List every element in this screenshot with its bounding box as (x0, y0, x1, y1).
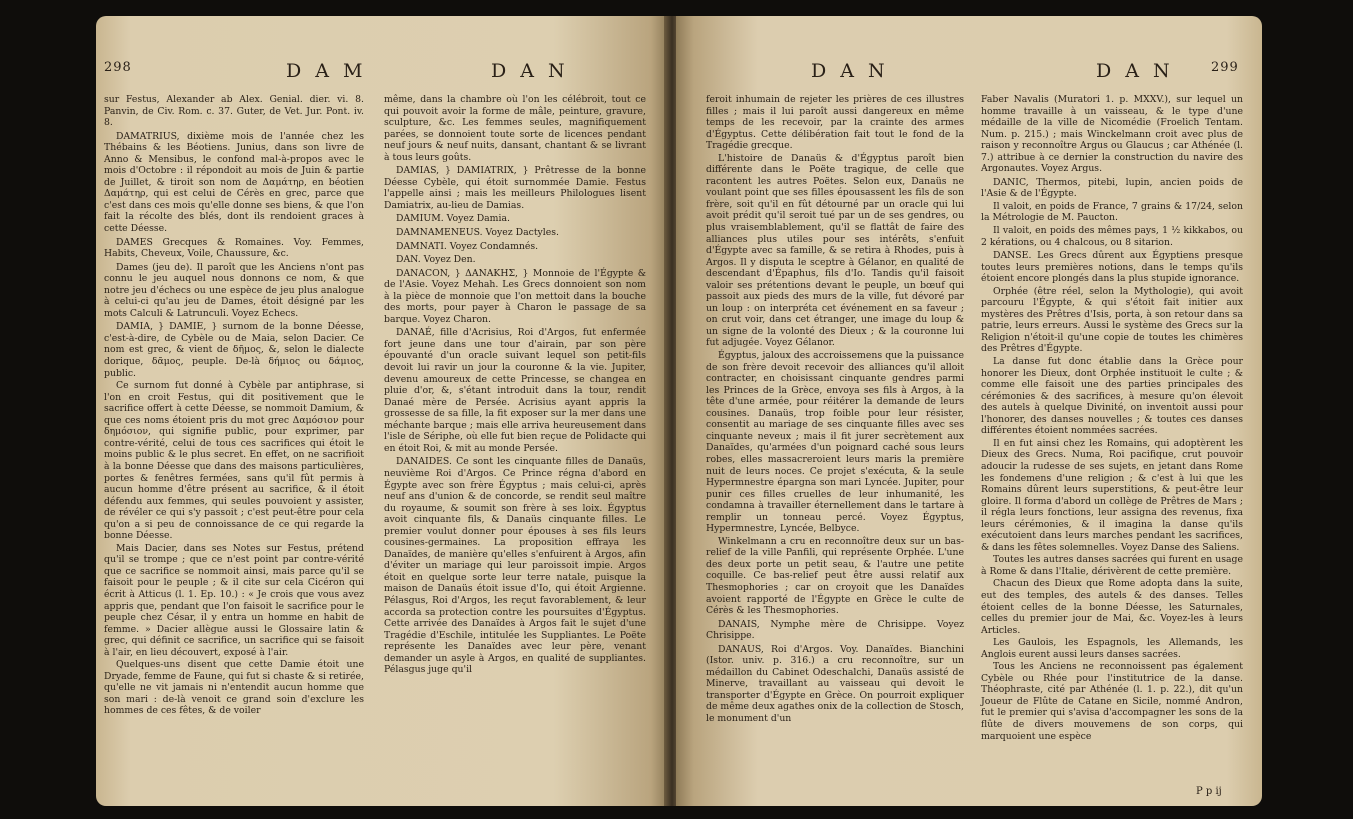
paragraph: même, dans la chambre où l'on les célébroit, tout ce qui pouvoit avoir la forme de mâle, peinture, gravure, sculpture, &c. Les femmes seules, magnifiquement parées, se donnoient toute sorte de licences pendant neuf jours & neuf nuits, dansant, chantant & se livrant à tous leurs goûts. (384, 94, 646, 163)
left-page-column-1 (104, 94, 364, 718)
running-head-right-2: D A N (1096, 60, 1174, 82)
entry-danaus: DANAUS, Roi d'Argos. Voy. Danaïdes. Bianchini (Istor. univ. p. 316.) a cru reconnoître, sur un médaillon du Cabinet Odeschalchi, Danaüs assisté de Minerve, travaillant au vaisseau qui devoit le transporter d'Égypte en Grèce. On pourroit expliquer de même deux agathes onix de la collection de Stosch, le monument d'un (706, 643, 965, 724)
entry-damnameneus: DAMNAMENEUS. Voyez Dactyles. (396, 227, 560, 239)
paragraph: Il valoit, en poids des mêmes pays, 1 ½ kikkabos, ou 2 kérations, ou 4 chalcous, ou 8 sitarion. (981, 225, 1243, 248)
running-head-left-2: D A N (491, 60, 569, 82)
page-number-right: 299 (1211, 60, 1239, 75)
entry-dames-jeu: Dames (jeu de). Il paroît que les Anciens n'ont pas connu le jeu auquel nous donnons ce nom, & que notre jeu d'échecs ou une espèce de jeu plus analogue à celui-ci qu'au jeu de Dames, étoit désigné par les mots Calculi & Latrunculi. Voyez Echecs. (104, 261, 364, 319)
right-page (676, 16, 1262, 806)
right-page-column-2 (981, 94, 1243, 743)
paragraph: Les Gaulois, les Espagnols, les Allemands, les Anglois eurent aussi leurs danses sacrées. (981, 637, 1243, 660)
paragraph: Winkelmann a cru en reconnoître deux sur un bas-relief de la ville Panfili, qui représente Orphée. L'une des deux porte un petit seau, & l'autre une petite coquille. Ce bas-relief peut être aussi relatif aux Thesmophories ; car on croyoit que les Danaïdes avoient rapporté de l'Égypte en Grèce le culte de Cérès & les Thesmophories. (706, 535, 964, 617)
entry-damnati: DAMNATI. Voyez Condamnés. (396, 240, 539, 252)
entry-damia: DAMIA, } DAMIE, } surnom de la bonne Déesse, c'est-à-dire, de Cybèle ou de Maia, selon Dacier. Ce nom est grec, & vient de δῆμος, &, selon le dialecte dorique, δᾶμος, peuple. De-là δήμιος ou δάμιος, public. (104, 321, 364, 379)
entry-damium: DAMIUM. Voyez Damia. (396, 213, 510, 225)
entry-dan: DAN. Voyez Den. (396, 254, 476, 266)
entry-danae: DANAÉ, fille d'Acrisius, Roi d'Argos, fut enfermée fort jeune dans une tour d'airain, par son père épouvanté d'un oracle suivant lequel son petit-fils devoit lui ravir un jour la couronne & la vie. Jupiter, devenu amoureux de cette Princesse, se changea en pluie d'or, &, s'étant introduit dans la tour, rendit Danaé mère de Persée. Acrisius ayant appris la grossesse de sa fille, la fit exposer sur la mer dans une méchante barque ; mais elle arriva heureusement dans l'isle de Sériphe, où elle fut bien reçue de Polidacte qui en étoit Roi, & mit au monde Persée. (384, 327, 646, 454)
running-head-right-1: D A N (811, 60, 889, 82)
paragraph: Chacun des Dieux que Rome adopta dans la suite, eut des temples, des autels & des danses. Telles étoient celles de la bonne Déesse, les Saturnales, celles du premier jour de Mai, &c. Voyez-les à leurs Articles. (981, 578, 1243, 636)
paragraph: La danse fut donc établie dans la Grèce pour honorer les Dieux, dont Orphée instituoit le culte ; & comme elle faisoit une des parties principales des cérémonies & des sacrifices, à mesure qu'on élevoit des autels à quelque Divinité, on inventoit aussi pour l'honorer, des danses nouvelles ; & toutes ces danses différentes étoient nommées sacrées. (981, 356, 1243, 437)
paragraph: sur Festus, Alexander ab Alex. Genial. dier. vi. 8. Panvin, de Civ. Rom. c. 37. Guter, de Vet. Jur. Pont. iv. 8. (104, 94, 364, 129)
entry-danse: DANSE. Les Grecs dûrent aux Égyptiens presque toutes leurs premières notions, dans le temps qu'ils étoient encore plongés dans la plus stupide ignorance. (981, 250, 1243, 285)
paragraph: Faber Navalis (Muratori 1. p. MXXV.), sur lequel un homme travaille à un vaisseau, & le type d'une médaille de la ville de Nicomédie (Froelich Tentam. Num. p. 215.) ; mais Winckelmann croit avec plus de raison y reconnoître Argus ou Glaucus ; car Athénée (l. 7.) attribue à ce dernier la construction du navire des Argonautes. Voyez Argus. (981, 94, 1243, 175)
paragraph: L'histoire de Danaüs & d'Égyptus paroît bien différente dans le Poëte tragique, de celle que racontent les autres Poëtes. Selon eux, Danaüs ne voulant point que ses filles épousassent les fils de son frère, soit qu'il en fût détourné par un oracle qui lui avoit prédit qu'il seroit tué par un de ses gendres, ou plus vraisemblablement, qu'il se flattât de faire des alliances plus utiles pour ses intérêts, s'enfuit d'Égypte avec sa famille, & se retira à Rhodes, puis à Argos. Il y disputa le sceptre à Gélanor, en qualité de descendant d'Épaphus, fils d'Io. Tandis qu'il faisoit valoir ses prétentions devant le peuple, un bœuf qui passoit aux pieds des murs de la ville, fut dévoré par un loup : on interpréta cet événement en sa faveur ; on crut voir, dans cet étranger, une image du loup & un signe de la volonté des Dieux ; & la couronne lui fut adjugée. Voyez Gélanor. (706, 152, 964, 349)
paragraph: Mais Dacier, dans ses Notes sur Festus, prétend qu'il se trompe ; que ce n'est point par contre-vérité que ce sacrifice se nommoit ainsi, mais parce qu'il se faisoit pour le peuple ; & il cite sur cela Cicéron qui écrit à Atticus (l. 1. Ep. 10.) : « Je crois que vous avez appris que, pendant que l'on faisoit le sacrifice pour le peuple chez César, il y entra un homme en habit de femme. » Dacier allègue aussi le Glossaire latin & grec, qui définit ce sacrifice, un sacrifice qui se faisoit à l'air, en lieu découvert, exposé à l'air. (104, 542, 364, 658)
paragraph: Il valoit, en poids de France, 7 grains & 17/24, selon la Métrologie de M. Paucton. (981, 200, 1243, 224)
paragraph: Égyptus, jaloux des accroissemens que la puissance de son frère devoit recevoir des alliances qu'il alloit contracter, en choisissant cinquante gendres parmi les Princes de la Grèce, envoya ses fils à Argos, à la tête d'une armée, pour réitérer la demande de leurs cousines. Danaüs, trop foible pour leur résister, consentit au mariage de ses cinquante filles avec ses cinquante neveux ; mais il fit jurer secrètement aux Danaïdes, qu'armées d'un poignard caché sous leurs robes, elles massacreroient leurs maris la première nuit de leurs noces. Ce projet s'exécuta, & la seule Hypermnestre épargna son mari Lyncée. Jupiter, pour punir ces filles cruelles de leur inhumanité, les condamna à travailler éternellement dans le tartare à remplir un tonneau percé. Voyez Égyptus, Hypermnestre, Lyncée, Belbyce. (706, 350, 964, 535)
left-page-column-2 (384, 94, 646, 677)
paragraph: Il en fut ainsi chez les Romains, qui adoptèrent les Dieux des Grecs. Numa, Roi pacifique, crut pouvoir adoucir la rudesse de ses sujets, en jetant dans Rome les fondemens d'une religion ; & c'est à lui que les Romains dûrent leurs superstitions, & peut-être leur gloire. Il forma d'abord un collège de Prêtres de Mars ; il régla leurs fonctions, leur assigna des revenus, fixa leurs cérémonies, & il imagina la danse qu'ils exécutoient dans leurs marches pendant les sacrifices, & dans les fêtes solemnelles. Voyez Danse des Saliens. (981, 437, 1243, 553)
right-page-column-1 (706, 94, 964, 726)
entry-danaides: DANAIDES. Ce sont les cinquante filles de Danaüs, neuvième Roi d'Argos. Ce Prince régna d'abord en Égypte avec son frère Égyptus ; mais celui-ci, après neuf ans d'union & de concorde, se rendit seul maître du royaume, & soumit son frère à ses loix. Égyptus avoit cinquante fils, & Danaüs cinquante filles. Le premier voulut donner pour épouses à ses fils leurs cousines-germaines. La proposition effraya les Danaïdes, de manière qu'elles s'enfuirent à Argos, afin d'éviter un mariage qui leur paroissoit impie. Argos étoit en quelque sorte leur terre natale, puisque la maison de Danaüs étoit issue d'Io, qui étoit Argienne. Pélasgus, Roi d'Argos, les reçut favorablement, & leur accorda sa protection contre les poursuites d'Égyptus. Cette arrivée des Danaïdes à Argos fait le sujet d'une Tragédie d'Eschile, intitulée les Suppliantes. Le Poëte représente les Danaïdes avec leur père, venant demander un asyle à Argos, en qualité de suppliantes. Pélasgus juge qu'il (384, 456, 646, 676)
entry-damias: DAMIAS, } DAMIATRIX, } Prêtresse de la bonne Déesse Cybèle, qui étoit surnommée Damie. Festus l'appelle ainsi ; mais les meilleurs Philologues lisent Damiatrix, au-lieu de Damias. (384, 165, 646, 211)
page-number-left: 298 (104, 60, 132, 75)
left-page (96, 16, 668, 806)
running-head-left-1: D A M (286, 60, 367, 82)
paragraph: Orphée (être réel, selon la Mythologie), qui avoit parcouru l'Égypte, & qui s'étoit fait initier aux mystères des Prêtres d'Isis, porta, à son retour dans sa patrie, leurs erreurs. Aussi le système des Grecs sur la Religion n'étoit-il qu'une copie de toutes les chimères des Prêtres d'Égypte. (981, 285, 1243, 355)
entry-damatrius: DAMATRIUS, dixième mois de l'année chez les Thébains & les Béotiens. Junius, dans son livre de Anno & Mensibus, le confond mal-à-propos avec le mois d'Octobre : il répondoit au mois de Juin & partie de Juillet, & tiroit son nom de Δαμάτηρ, en béotien Δαμάτηρ, qui est celui de Cérès en grec, parce que c'est dans ces mois qu'elle donne ses biens, & que l'on fait la récolte des blés, dont ils rendoient graces à cette Déesse. (104, 130, 364, 235)
entry-danacon: DANACON, } ΔΑΝΑΚΗΣ, } Monnoie de l'Égypte & de l'Asie. Voyez Mehah. Les Grecs donnoient son nom à la pièce de monnoie que l'on mettoit dans la bouche des morts, pour payer à Charon le passage de sa barque. Voyez Charon. (384, 267, 646, 325)
paragraph: feroit inhumain de rejeter les prières de ces illustres filles ; mais il lui paroît aussi dangereux en même temps de les recevoir, par la crainte des armes d'Égyptus. Cette délibération fait tout le fond de la Tragédie grecque. (706, 94, 964, 152)
entry-dames-grecques: DAMES Grecques & Romaines. Voy. Femmes, Habits, Cheveux, Voile, Chaussure, &c. (104, 236, 364, 260)
entry-danais: DANAIS, Nymphe mère de Chrisippe. Voyez Chrisippe. (706, 618, 964, 642)
paragraph: Ce surnom fut donné à Cybèle par antiphrase, si l'on en croit Festus, qui dit positivement que le sacrifice offert à cette Déesse, se nommoit Damium, & que ces noms étoient pris du mot grec Δαμόσιον pour δημόσιον, qui signifie public, pour exprimer, par contre-vérité, celui de tous ces sacrifices qui étoit le moins public & le plus secret. En effet, on ne sacrifioit à la bonne Déesse que dans des maisons particulières, portes & fenêtres fermées, sans qu'il fût permis à aucun homme d'être présent au sacrifice, & il étoit défendu aux femmes, qui seules pouvoient y assister, de révéler ce qui s'y passoit ; c'est peut-être pour cela qu'on a si peu de connoissance de ce qui regarde la bonne Déesse. (104, 380, 364, 542)
entry-danic: DANIC, Thermos, pitebi, lupin, ancien poids de l'Asie & de l'Égypte. (981, 176, 1243, 200)
paragraph: Toutes les autres danses sacrées qui furent en usage à Rome & dans l'Italie, dérivèrent de cette première. (981, 554, 1243, 577)
paragraph: Tous les Anciens ne reconnoissent pas également Cybèle ou Rhée pour l'institutrice de la danse. Théophraste, cité par Athénée (l. 1. p. 22.), dit qu'un Joueur de Flûte de Catane en Sicile, nommé Andron, fut le premier qui s'avisa d'accompagner les sons de la flûte de divers mouvemens de son corps, qui marquoient une espèce (981, 661, 1243, 742)
signature-mark: P p ij (1196, 786, 1222, 797)
paragraph: Quelques-uns disent que cette Damie étoit une Dryade, femme de Faune, qui fut si chaste & si retirée, qu'elle ne vit jamais ni n'entendit aucun homme que son mari : de-là venoit ce grand soin d'exclure les hommes de ces fêtes, & de voiler (104, 659, 364, 717)
